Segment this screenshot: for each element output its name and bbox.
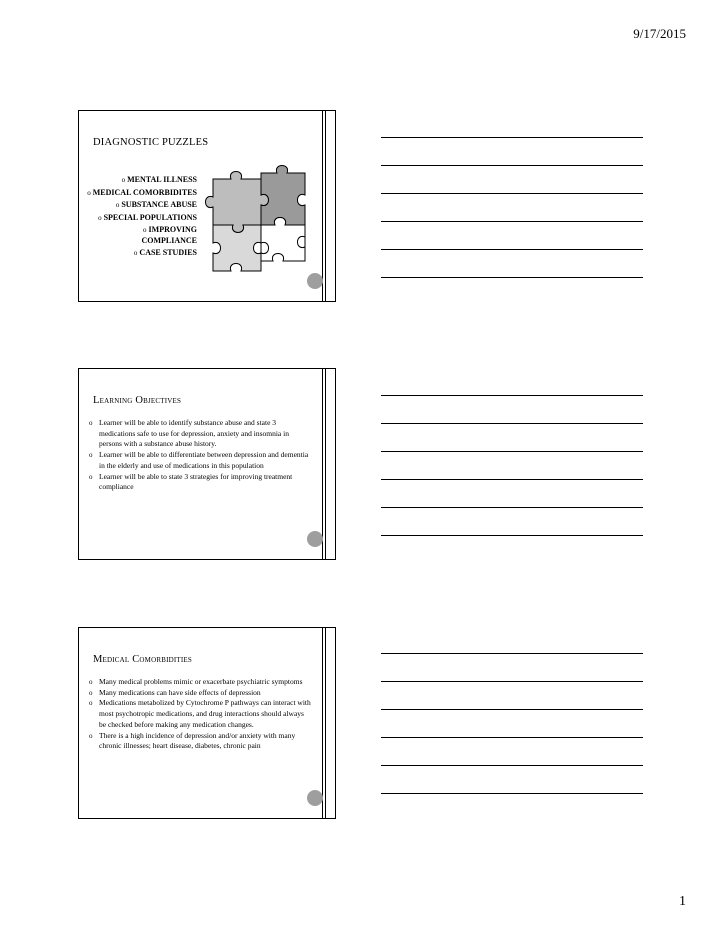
toc-list — [87, 175, 197, 261]
slide-2 — [78, 368, 336, 560]
toc-item: o MEDICAL COMORBIDITES — [87, 187, 197, 197]
list-item: o Medications metabolized by Cytochrome P pathways can interact with most psychotropic medications, and drug interactions should always be checked before making any medication changes. — [89, 698, 311, 729]
bullet-icon: o — [89, 451, 93, 460]
bullet-icon: o — [115, 201, 120, 209]
slide-title: Learning Objectives — [93, 395, 182, 406]
bullet-icon: o — [89, 472, 93, 481]
toc-item: o IMPROVING COMPLIANCE — [141, 225, 197, 245]
slide-edge — [325, 628, 326, 818]
bullet-icon: o — [89, 688, 93, 697]
bullet-icon: o — [87, 188, 91, 197]
notes-lines — [381, 137, 643, 305]
slide-edge — [325, 111, 326, 301]
bullet-list — [89, 418, 311, 493]
bullet-icon: o — [89, 731, 93, 740]
slide-edge — [325, 369, 326, 559]
bullet-list — [89, 677, 311, 752]
toc-item: o CASE STUDIES — [133, 248, 197, 257]
toc-item: o MENTAL ILLNESS — [121, 175, 197, 184]
toc-item: o SPECIAL POPULATIONS — [98, 212, 197, 222]
list-item: o Learner will be able to identify substance abuse and state 3 medications safe to use for depression, anxiety and insomnia in persons with a substance abuse history. — [89, 418, 289, 449]
bullet-icon: o — [133, 249, 138, 257]
list-item: o Many medications can have side effects of depression — [89, 687, 261, 697]
notes-lines — [381, 395, 643, 563]
slide-title: DIAGNOSTIC PUZZLES — [93, 137, 209, 148]
page-number: 1 — [679, 894, 686, 909]
notes-lines — [381, 653, 643, 821]
slide-title: Medical Comorbidities — [93, 654, 192, 665]
bullet-icon: o — [98, 213, 102, 222]
puzzle-pieces-icon — [199, 165, 311, 277]
slide-1 — [78, 110, 336, 302]
bullet-icon: o — [121, 176, 126, 184]
bullet-icon: o — [89, 678, 93, 686]
bullet-icon: o — [89, 699, 93, 708]
slide-dot-icon — [307, 273, 323, 289]
list-item: o Many medical problems mimic or exacerbate psychiatric symptoms — [89, 677, 303, 686]
slide-dot-icon — [307, 531, 323, 547]
page-date: 9/17/2015 — [633, 26, 686, 41]
list-item: o There is a high incidence of depression and/or anxiety with many chronic illnesses; heart disease, diabetes, chronic pain — [89, 730, 296, 751]
slide-3 — [78, 627, 336, 819]
bullet-icon: o — [143, 226, 147, 234]
bullet-icon: o — [89, 419, 93, 427]
toc-item: o SUBSTANCE ABUSE — [115, 200, 197, 209]
list-item: o Learner will be able to differentiate between depression and dementia in the elderly and use of medications in this population — [89, 450, 309, 470]
list-item: o Learner will be able to state 3 strategies for improving treatment compliance — [89, 471, 293, 492]
slide-dot-icon — [307, 790, 323, 806]
